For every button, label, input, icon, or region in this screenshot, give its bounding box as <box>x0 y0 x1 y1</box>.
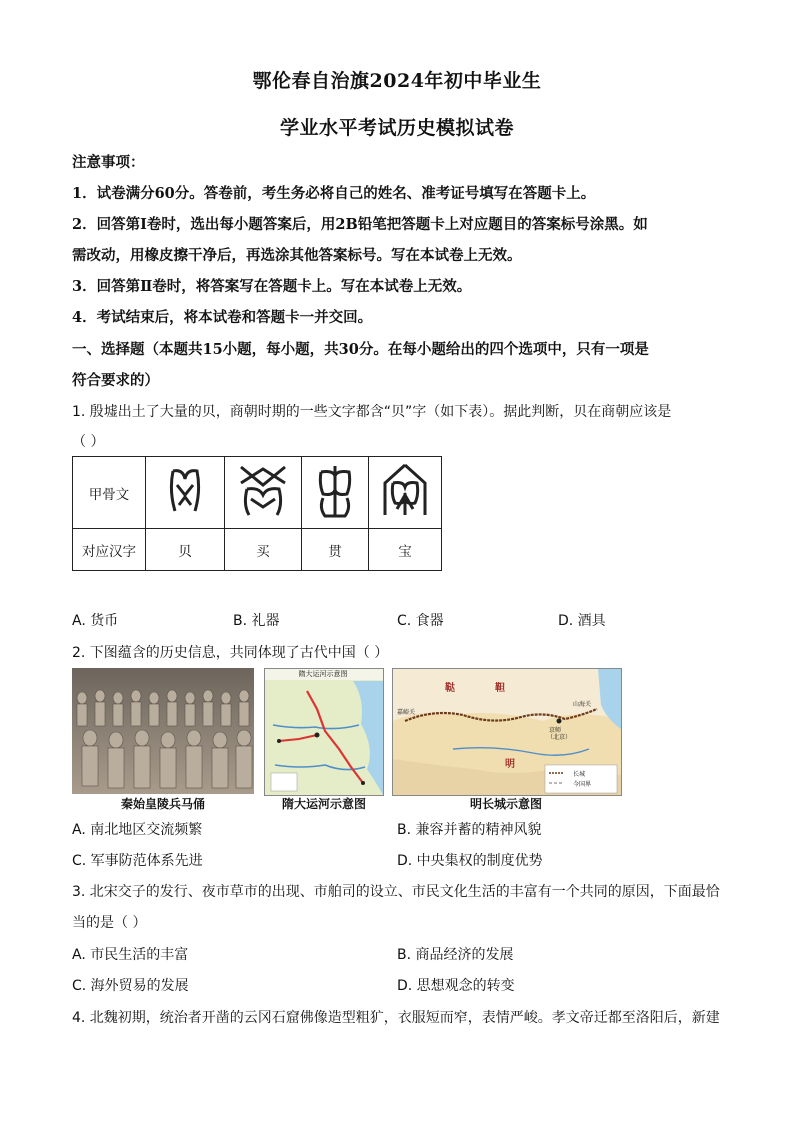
terracotta-warriors-image <box>72 668 254 794</box>
question-1-option-b: B. 礼器 <box>233 613 280 629</box>
oracle-glyph-bao <box>369 457 442 529</box>
question-3-option-c: C. 海外贸易的发展 <box>72 978 189 994</box>
oracle-glyph-mai <box>225 457 302 529</box>
oracle-glyph-bei <box>146 457 225 529</box>
question-3-stem: 3. 北宋交子的发行、夜市草市的出现、市舶司的设立、市民文化生活的丰富有一个共同的原因，下面最恰 <box>72 884 720 900</box>
question-3-option-b: B. 商品经济的发展 <box>397 947 514 963</box>
question-1-stem: 1. 殷墟出土了大量的贝，商朝时期的一些文字都含“贝”字（如下表）。据此判断，贝在商朝应该是 <box>72 404 672 420</box>
section-heading: 一、选择题（本题共15小题，每小题，共30分。在每小题给出的四个选项中，只有一项是 <box>72 341 649 358</box>
legend-border: 今国界 <box>573 781 592 788</box>
question-1-stem-cont: （ ） <box>72 434 105 450</box>
map-label-da2: 靼 <box>495 683 505 694</box>
image-caption-terracotta: 秦始皇陵兵马俑 <box>120 797 205 811</box>
notice-item-2b: 需改动，用橡皮擦干净后，再选涂其他答案标号。写在本试卷上无效。 <box>72 247 522 264</box>
page-subtitle: 学业水平考试历史模拟试卷 <box>279 117 514 139</box>
page-title: 鄂伦春自治旗2024年初中毕业生 <box>252 70 542 92</box>
image-caption-canal: 隋大运河示意图 <box>281 797 366 811</box>
image-caption-wall: 明长城示意图 <box>469 797 542 811</box>
map-label-beijing: （北京） <box>547 734 572 741</box>
oracle-mai-icon <box>237 463 289 519</box>
table-cell-char: 买 <box>225 529 302 571</box>
notice-item-2a: 2．回答第Ⅰ卷时，选出每小题答案后，用2B铅笔把答题卡上对应题目的答案标号涂黑。如 <box>72 216 648 233</box>
map-label-da: 鞑 <box>445 683 455 694</box>
question-2-option-b: B. 兼容并蓄的精神风貌 <box>397 822 542 838</box>
table-cell-char: 宝 <box>369 529 442 571</box>
question-1-option-a: A. 货币 <box>72 613 119 629</box>
table-cell-char: 贯 <box>302 529 369 571</box>
table-row-label: 对应汉字 <box>73 529 146 571</box>
question-1-option-c: C. 食器 <box>397 613 444 629</box>
section-heading-cont: 符合要求的） <box>72 372 159 389</box>
notice-item-1: 1．试卷满分60分。答卷前，考生务必将自己的姓名、准考证号填写在答题卡上。 <box>72 185 596 202</box>
map-label-jingshi: 京师 <box>549 727 562 734</box>
question-2-stem: 2. 下图蕴含的历史信息，共同体现了古代中国（ ） <box>72 645 389 661</box>
grand-canal-map <box>264 668 384 796</box>
question-3-option-d: D. 思想观念的转变 <box>397 978 515 994</box>
question-4-stem: 4. 北魏初期，统治者开凿的云冈石窟佛像造型粗犷，衣服短而窄，表情严峻。孝文帝迁都至洛阳后，新建 <box>72 1010 720 1026</box>
map-label-jiayuguan: 嘉峪关 <box>397 709 416 716</box>
notice-heading: 注意事项： <box>72 154 145 171</box>
notice-item-4: 4．考试结束后，将本试卷和答题卡一并交回。 <box>72 309 373 326</box>
table-cell-char: 贝 <box>146 529 225 571</box>
table-row-label: 甲骨文 <box>73 457 146 529</box>
question-2-option-c: C. 军事防范体系先进 <box>72 853 203 869</box>
question-1-option-d: D. 酒具 <box>558 613 606 629</box>
legend-great-wall: 长城 <box>573 771 586 778</box>
oracle-bei-icon <box>165 465 205 517</box>
question-2-option-d: D. 中央集权的制度优势 <box>397 853 543 869</box>
great-wall-map <box>392 668 622 796</box>
question-3-option-a: A. 市民生活的丰富 <box>72 947 189 963</box>
map-label-shanhaiguan: 山海关 <box>573 701 592 708</box>
notice-item-3: 3．回答第Ⅱ卷时，将答案写在答题卡上。写在本试卷上无效。 <box>72 278 472 295</box>
oracle-glyph-guan <box>302 457 369 529</box>
question-3-stem-cont: 当的是（ ） <box>72 915 147 931</box>
question-2-option-a: A. 南北地区交流频繁 <box>72 822 203 838</box>
oracle-bone-table <box>72 456 442 571</box>
grand-canal-map-title: 隋大运河示意图 <box>298 670 348 678</box>
oracle-bao-icon <box>379 463 431 519</box>
oracle-guan-icon <box>315 464 355 518</box>
map-label-ming: 明 <box>505 759 515 770</box>
